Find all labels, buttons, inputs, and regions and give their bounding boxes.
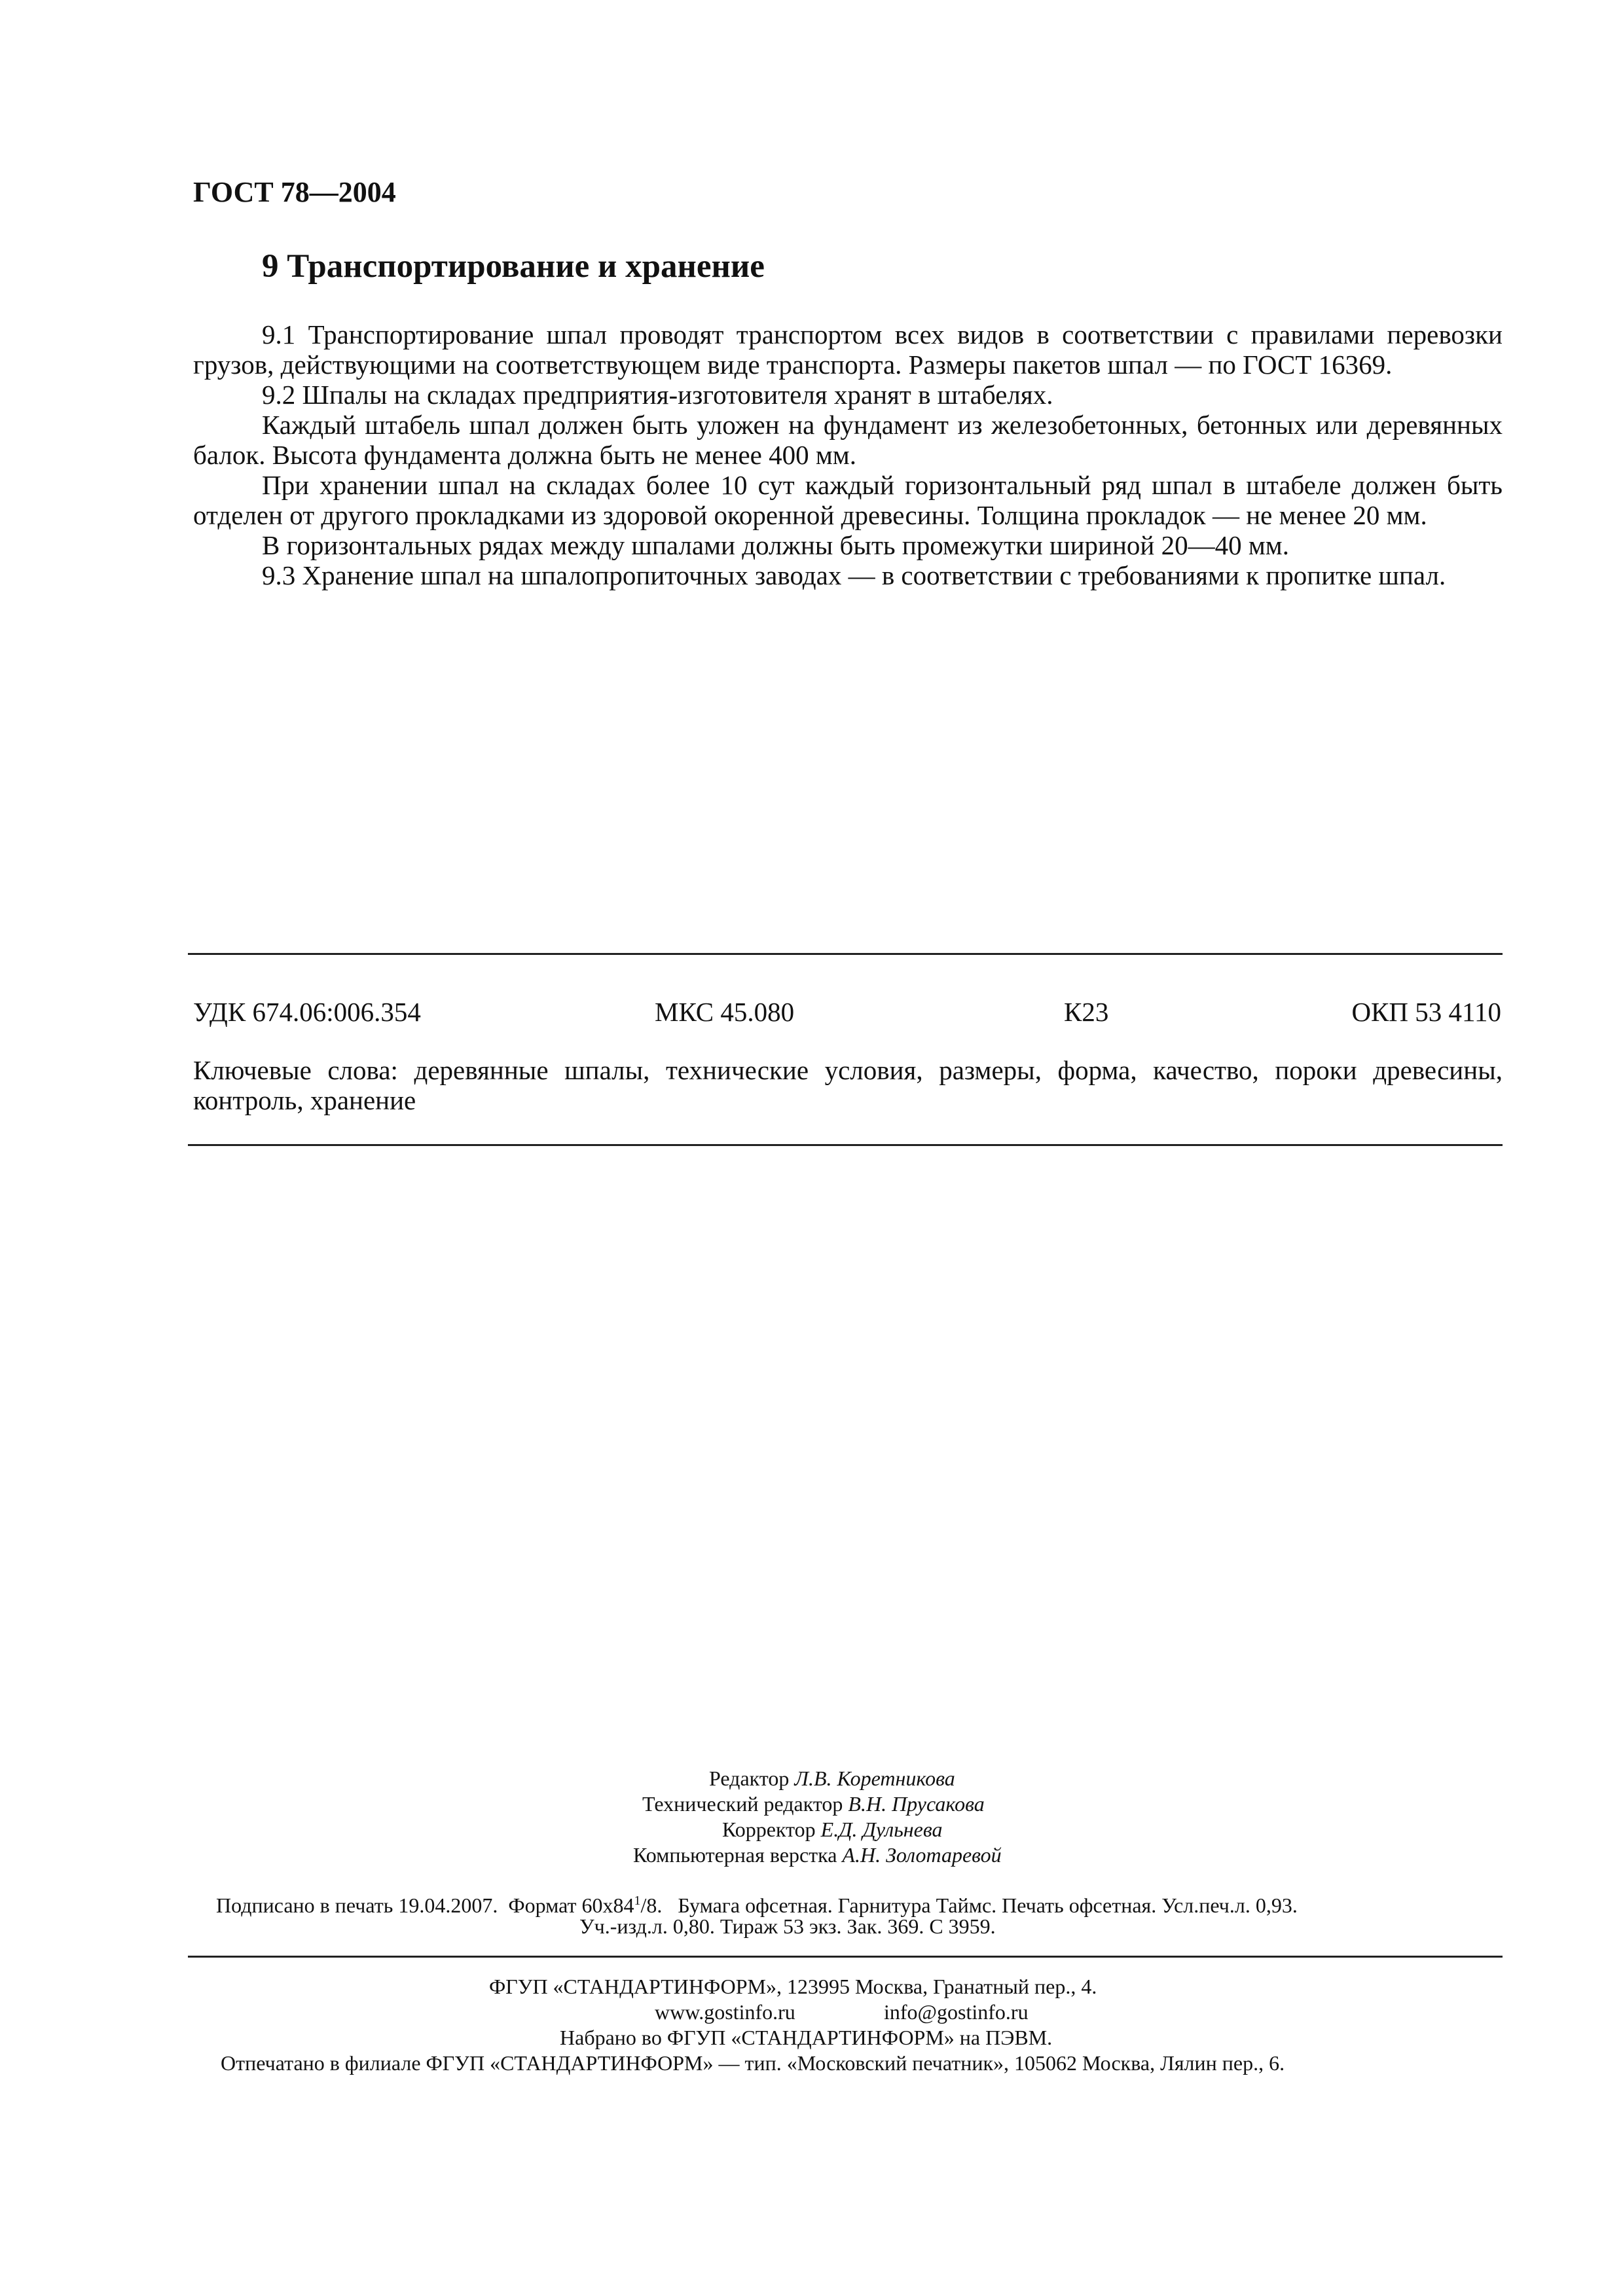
credit-role: Корректор [722,1818,816,1841]
credit-role: Компьютерная верстка [633,1843,837,1867]
mks-code: МКС 45.080 [655,997,795,1027]
divider-keywords [188,1144,1503,1146]
section-body [193,319,1503,590]
format: Формат $60x84^1/8$. [508,1893,663,1917]
publisher-email: info@gostinfo.ru [884,2000,1029,2024]
udk-code: УДК 674.06:006.354 [193,997,421,1027]
okp-code: ОКП 53 4110 [1351,997,1501,1027]
divider-imprint [188,1956,1503,1958]
publisher-address: ФГУП «СТАНДАРТИНФОРМ», 123995 Москва, Гранатный пер., 4. [489,1975,1097,1998]
paragraph-storage-spacers: При хранении шпал на складах более 10 сут каждый горизонтальный ряд шпал в штабеле должен быть отделен от другого прокладками из здоровой окоренной древесины. Толщина прокладок — не менее 20 мм. [193,470,1503,530]
credit-editor [709,1766,955,1791]
paper-info: Бумага офсетная. Гарнитура Таймс. Печать офсетная. Усл.печ.л. 0,93. [678,1893,1298,1917]
section-title: 9 Транспортирование и хранение [262,248,765,285]
credit-role: Редактор [709,1767,790,1790]
publisher-website: www.gostinfo.ru [655,2000,795,2024]
paragraph-gaps: В горизонтальных рядах между шпалами должны быть промежутки шириной 20—40 мм. [262,530,1289,560]
credit-name: В.Н. Прусакова [848,1792,985,1816]
credit-tech-editor [642,1791,985,1817]
printed-info: Отпечатано в филиале ФГУП «СТАНДАРТИНФОРМ» — тип. «Московский печатник», 105062 Москва, Лялин пер., 6. [221,2051,1285,2075]
paragraph-9-1: 9.1 Транспортирование шпал проводят транспортом всех видов в соответствии с правилами перевозки грузов, действующими на соответствующем виде транспорта. Размеры пакетов шпал — по ГОСТ 16369. [193,319,1503,380]
print-info-line-2: Уч.-изд.л. 0,80. Тираж 53 экз. Зак. 369. С 3959. [579,1914,996,1938]
document-code: ГОСТ 78—2004 [193,176,396,208]
credit-proofreader [722,1817,943,1842]
credit-layout [633,1842,1002,1868]
credit-name: Е.Д. Дульнева [820,1818,943,1841]
typeset-info: Набрано во ФГУП «СТАНДАРТИНФОРМ» на ПЭВМ. [560,2026,1053,2049]
classification-row [193,996,1501,1029]
paragraph-9-2: 9.2 Шпалы на складах предприятия-изготовителя хранят в штабелях. [262,380,1053,410]
divider-top [188,953,1503,955]
credit-name: А.Н. Золотаревой [842,1843,1002,1867]
signed-date: Подписано в печать 19.04.2007. [216,1893,498,1917]
paragraph-foundation: Каждый штабель шпал должен быть уложен на фундамент из железобетонных, бетонных или деревянных балок. Высота фундамента должна быть не менее 400 мм. [193,410,1503,470]
k-code: К23 [1064,997,1109,1027]
paragraph-9-3: 9.3 Хранение шпал на шпалопропиточных заводах — в соответствии с требованиями к пропитке шпал. [262,560,1446,590]
credit-role: Технический редактор [642,1792,843,1816]
credit-name: Л.В. Коретникова [794,1767,955,1790]
keywords: Ключевые слова: деревянные шпалы, технические условия, размеры, форма, качество, пороки древесины, контроль, хранение [193,1055,1503,1115]
